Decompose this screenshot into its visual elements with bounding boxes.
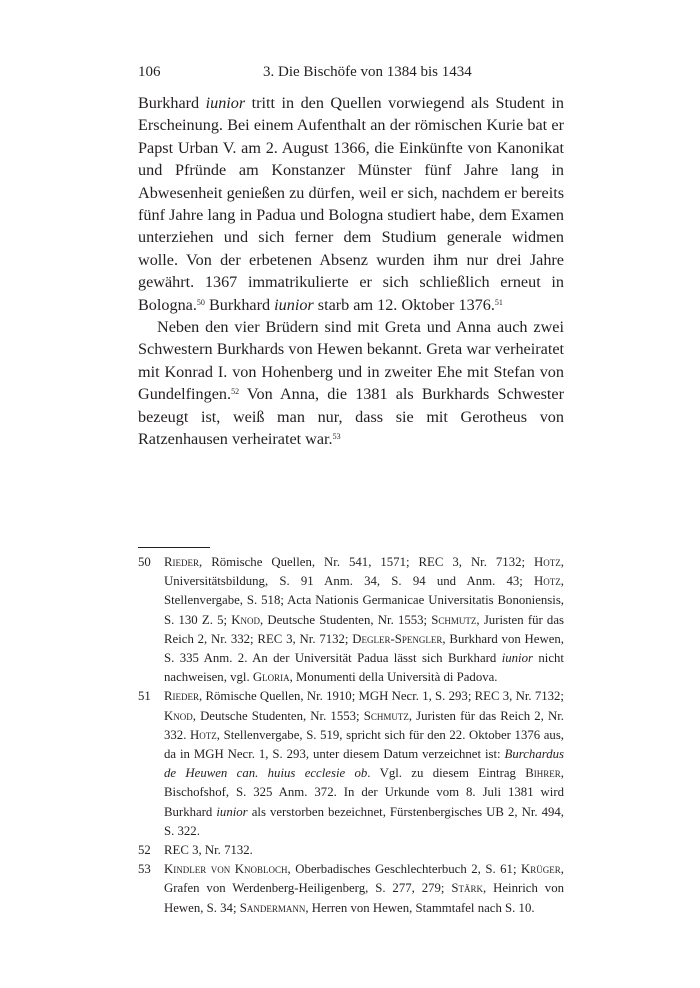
author-name: Hotz bbox=[534, 574, 561, 589]
author-name: Sandermann bbox=[239, 900, 306, 915]
footnote bbox=[138, 841, 564, 860]
author-name: Krüger bbox=[521, 862, 561, 877]
footnote-text bbox=[164, 689, 564, 837]
text-run: , Burkhard von Hewen, S. 335 Anm. 2. An der Universität Padua lässt sich Burkhard bbox=[164, 631, 564, 666]
text-run: starb am 12. Oktober 1376. bbox=[313, 295, 495, 314]
text-run: Burkhard bbox=[138, 94, 206, 112]
footnote-text bbox=[164, 862, 564, 914]
page-number: 106 bbox=[138, 64, 161, 80]
running-title: 3. Die Bischöfe von 1384 bis 1434 bbox=[263, 64, 472, 80]
author-name: Gloria bbox=[252, 670, 290, 685]
text-run: nicht nachweisen, vgl. bbox=[164, 651, 564, 685]
author-name: Bihrer bbox=[525, 766, 561, 781]
text-run: , Herren von Hewen, Stammtafel nach S. 10. bbox=[305, 900, 535, 915]
body-paragraph bbox=[138, 92, 564, 316]
footnote-reference: 53 bbox=[332, 432, 341, 442]
italic-text: iunior bbox=[274, 295, 314, 314]
text-run: , Bischofshof, S. 325 Anm. 372. In der Urkunde vom 8. Juli 1381 wird Burkhard bbox=[164, 766, 564, 819]
text-run: Burkhard bbox=[204, 295, 275, 314]
footnote-divider bbox=[138, 547, 210, 548]
footnote-reference: 52 bbox=[231, 387, 240, 397]
footnote-reference: 51 bbox=[494, 297, 503, 307]
italic-text: iunior bbox=[501, 651, 533, 666]
footnote-number: 53 bbox=[138, 862, 151, 877]
text-run: , Stellenvergabe, S. 519, spricht sich für den 22. Oktober 1376 aus, da in MGH Necr. 1, S. 293, unter diesem Datum verzeichnet ist: bbox=[164, 727, 565, 762]
italic-text: iunior bbox=[205, 94, 246, 112]
author-name: Stärk bbox=[451, 881, 484, 896]
text-run: , Juristen für das Reich 2, Nr. 332. bbox=[164, 708, 564, 742]
footnote-reference: 50 bbox=[196, 297, 205, 307]
footnote-number: 50 bbox=[138, 555, 151, 569]
body-paragraph bbox=[138, 316, 564, 450]
footnote-number: 51 bbox=[138, 689, 151, 704]
footnote-text bbox=[164, 843, 253, 857]
text-run: Von Anna, die 1381 als Burkhards Schwester bezeugt ist, weiß man nur, dass sie mit Gerotheus von Ratzenhausen verheiratet war. bbox=[138, 385, 564, 449]
footnote bbox=[138, 687, 564, 841]
text-run: . Vgl. zu diesem Eintrag bbox=[367, 766, 526, 781]
footnote bbox=[138, 553, 564, 687]
footnotes bbox=[138, 553, 564, 918]
author-name: Kindler von Knobloch bbox=[164, 862, 288, 877]
text-run: , Oberbadisches Geschlechterbuch 2, S. 61; bbox=[287, 862, 522, 877]
text-run: , Monumenti della Università di Padova. bbox=[289, 670, 498, 685]
author-name: Schmutz bbox=[431, 612, 477, 627]
page-header bbox=[138, 62, 565, 82]
text-run: , Grafen von Werdenberg-Heiligenberg, S. 277, 279; bbox=[164, 862, 564, 896]
text-run: als verstorben bezeichnet, Fürstenbergisches UB 2, Nr. 494, S. 322. bbox=[164, 804, 565, 838]
text-run: , Deutsche Studenten, Nr. 1553; bbox=[260, 612, 432, 627]
footnote bbox=[138, 860, 564, 918]
footnote-text bbox=[164, 555, 564, 684]
italic-text: Burchardus de Heuwen can. huius ecclesie ob bbox=[164, 747, 564, 781]
text-run: , Römische Quellen, Nr. 1910; MGH Necr. 1, S. 293; REC 3, Nr. 7132; bbox=[199, 689, 564, 704]
main-text bbox=[138, 92, 564, 451]
text-run: , Deutsche Studenten, Nr. 1553; bbox=[192, 708, 364, 723]
author-name: Knod bbox=[231, 612, 260, 627]
text-run: , Stellenvergabe, S. 518; Acta Nationis Germanicae Universitatis Bononiensis, S. 130 Z. 5; bbox=[164, 574, 564, 627]
author-name: Hotz bbox=[190, 727, 217, 742]
text-run: REC 3, Nr. 7132. bbox=[164, 843, 253, 858]
text-run: Neben den vier Brüdern sind mit Greta und Anna auch zwei Schwestern Burkhards von Hewen bekannt. Greta war verheiratet mit Konrad I. von Hohenberg und in zweiter Ehe mit Stefan von Gundelfingen. bbox=[138, 318, 564, 404]
author-name: Knod bbox=[164, 708, 193, 723]
author-name: Degler-Spengler bbox=[352, 631, 443, 646]
text-run: , Römische Quellen, Nr. 541, 1571; REC 3, Nr. 7132; bbox=[199, 555, 535, 569]
author-name: Rieder bbox=[164, 555, 200, 569]
text-run: , Heinrich von Hewen, S. 34; bbox=[164, 881, 564, 915]
author-name: Hotz bbox=[534, 555, 561, 569]
text-run: tritt in den Quellen vorwiegend als Student in Erscheinung. Bei einem Aufenthalt an der römischen Kurie bat er Papst Urban V. am 2. August 1366, die Einkünfte von Kanonikat und Pfründe am Konstanzer Münster fünf Jahre lang in Abwesenheit genießen zu dürfen, weil er sich, nachdem er bereits fünf Jahre lang in Padua und Bologna studiert habe, dem Examen unterziehen und sich ferner dem Studium generale widmen wolle. Von der erbetenen Absenz wurden ihm nur drei Jahre gewährt. 1367 immatrikulierte er sich schließlich erneut in Bologna. bbox=[138, 94, 564, 314]
author-name: Schmutz bbox=[363, 708, 409, 723]
footnote-number: 52 bbox=[138, 843, 151, 858]
author-name: Rieder bbox=[164, 689, 200, 704]
text-run: , Universitätsbildung, S. 91 Anm. 34, S. 94 und Anm. 43; bbox=[164, 555, 564, 589]
text-run: , Juristen für das Reich 2, Nr. 332; REC 3, Nr. 7132; bbox=[164, 612, 564, 646]
italic-text: iunior bbox=[216, 804, 248, 819]
